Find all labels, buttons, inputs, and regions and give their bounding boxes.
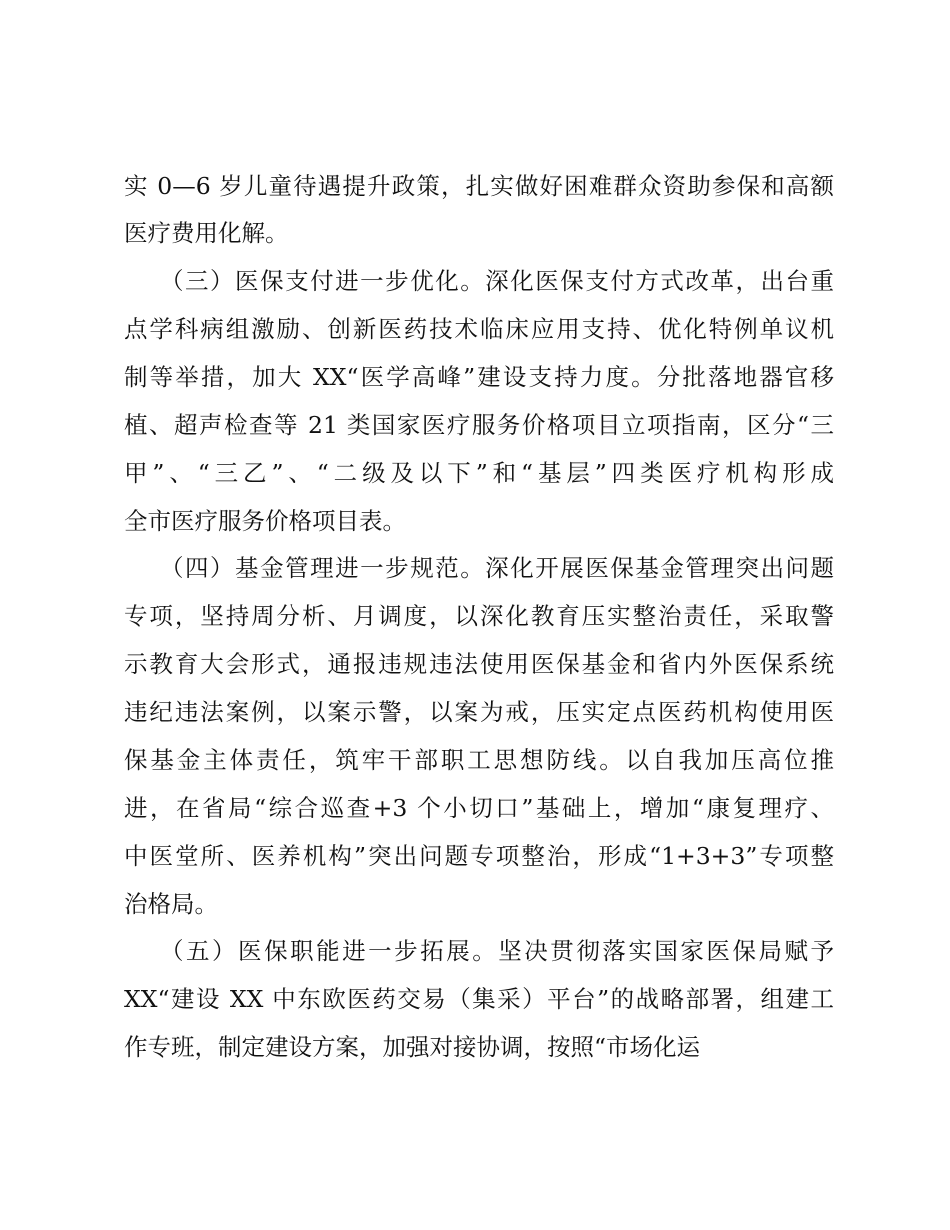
text-line: 专项，坚持周分析、月调度，以深化教育压实整治责任，采取警 [124, 602, 834, 630]
text-line: 全市医疗服务价格项目表。 [124, 507, 406, 535]
paragraph-4-heading-line: （四）基金管理进一步规范。深化开展医保基金管理突出问题 [160, 554, 834, 582]
text-line: 进，在省局“综合巡查+3 个小切口”基础上，增加“康复理疗、 [124, 794, 834, 822]
text-line: 违纪违法案例，以案示警，以案为戒，压实定点医药机构使用医 [124, 698, 834, 726]
text-line: 甲”、“三乙”、“二级及以下”和“基层”四类医疗机构形成 [124, 459, 834, 487]
text-line: 作专班，制定建设方案，加强对接协调，按照“市场化运 [124, 1033, 701, 1061]
text-line: 治格局。 [124, 890, 218, 918]
paragraph-5-heading-line: （五）医保职能进一步拓展。坚决贯彻落实国家医保局赋予 [160, 937, 834, 965]
text-line: 实 0—6 岁儿童待遇提升政策，扎实做好困难群众资助参保和高额 [124, 172, 834, 200]
text-line: 点学科病组激励、创新医药技术临床应用支持、优化特例单议机 [124, 315, 834, 343]
text-line: 制等举措，加大 XX“医学高峰”建设支持力度。分批落地器官移 [124, 363, 834, 391]
text-line: XX“建设 XX 中东欧医药交易（集采）平台”的战略部署，组建工 [124, 985, 834, 1013]
text-line: 保基金主体责任，筑牢干部职工思想防线。以自我加压高位推 [124, 746, 834, 774]
text-line: 中医堂所、医养机构”突出问题专项整治，形成“1+3+3”专项整 [124, 842, 834, 870]
text-line: 医疗费用化解。 [124, 219, 289, 247]
text-line: 植、超声检查等 21 类国家医疗服务价格项目立项指南，区分“三 [124, 411, 834, 439]
text-line: 示教育大会形式，通报违规违法使用医保基金和省内外医保系统 [124, 650, 834, 678]
paragraph-3-heading-line: （三）医保支付进一步优化。深化医保支付方式改革，出台重 [160, 267, 834, 295]
